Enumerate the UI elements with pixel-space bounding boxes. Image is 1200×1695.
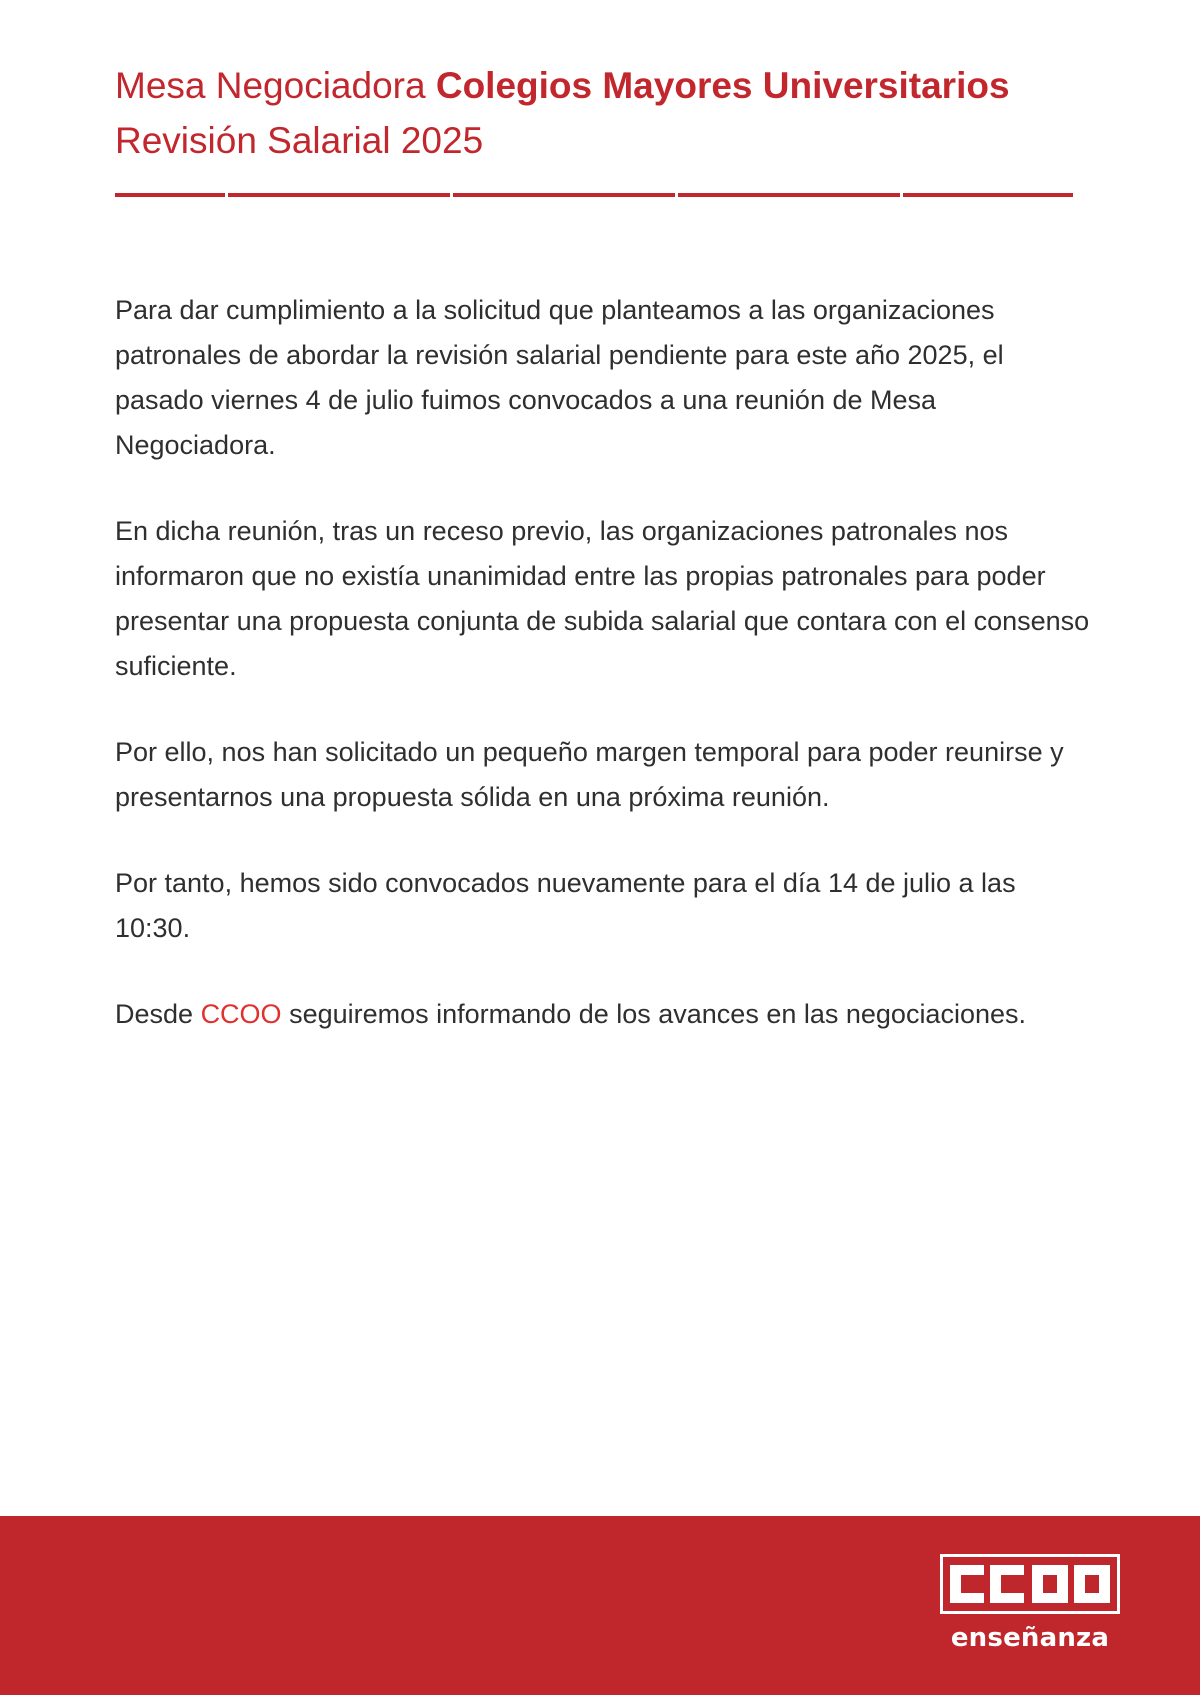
underline-segment xyxy=(115,193,225,197)
title-underline xyxy=(115,193,1073,197)
title-part-regular: Mesa Negociadora xyxy=(115,65,436,106)
paragraph-5-start: Desde xyxy=(115,999,201,1029)
title-part-regular-end: Revisión Salarial 2025 xyxy=(115,120,484,161)
ccoo-letters-icon xyxy=(948,1563,1112,1605)
underline-segment xyxy=(903,193,1073,197)
body-content xyxy=(115,288,1095,1078)
paragraph-2: En dicha reunión, tras un receso previo, las organizaciones patronales nos informaron que no existía unanimidad entre las propias patronales para poder presentar una propuesta conjunta de subida salarial que contara con el consenso suficiente. xyxy=(115,516,1090,681)
underline-segment xyxy=(453,193,675,197)
paragraph-1: Para dar cumplimiento a la solicitud que planteamos a las organizaciones patronales de abordar la revisión salarial pendiente para este año 2025, el pasado viernes 4 de julio fuimos convocados a una reunión de Mesa Negociadora. xyxy=(115,295,1004,460)
page-title xyxy=(115,58,1095,168)
footer-band xyxy=(0,1516,1200,1695)
ccoo-logo xyxy=(940,1554,1120,1666)
title-part-bold: Colegios Mayores Universitarios xyxy=(435,65,1010,106)
underline-segment xyxy=(678,193,900,197)
underline-segment xyxy=(228,193,450,197)
paragraph-3: Por ello, nos han solicitado un pequeño margen temporal para poder reunirse y presentarnos una propuesta sólida en una próxima reunión. xyxy=(115,737,1064,812)
paragraph-5 xyxy=(115,992,1095,1037)
paragraph-5-end: seguiremos informando de los avances en las negociaciones. xyxy=(281,999,1027,1029)
paragraph-4: Por tanto, hemos sido convocados nuevamente para el día 14 de julio a las 10:30. xyxy=(115,868,1016,943)
ccoo-highlight: CCOO xyxy=(200,999,282,1029)
logo-subtitle: enseñanza xyxy=(950,1623,1110,1653)
ccoo-logo-mark xyxy=(940,1554,1120,1614)
